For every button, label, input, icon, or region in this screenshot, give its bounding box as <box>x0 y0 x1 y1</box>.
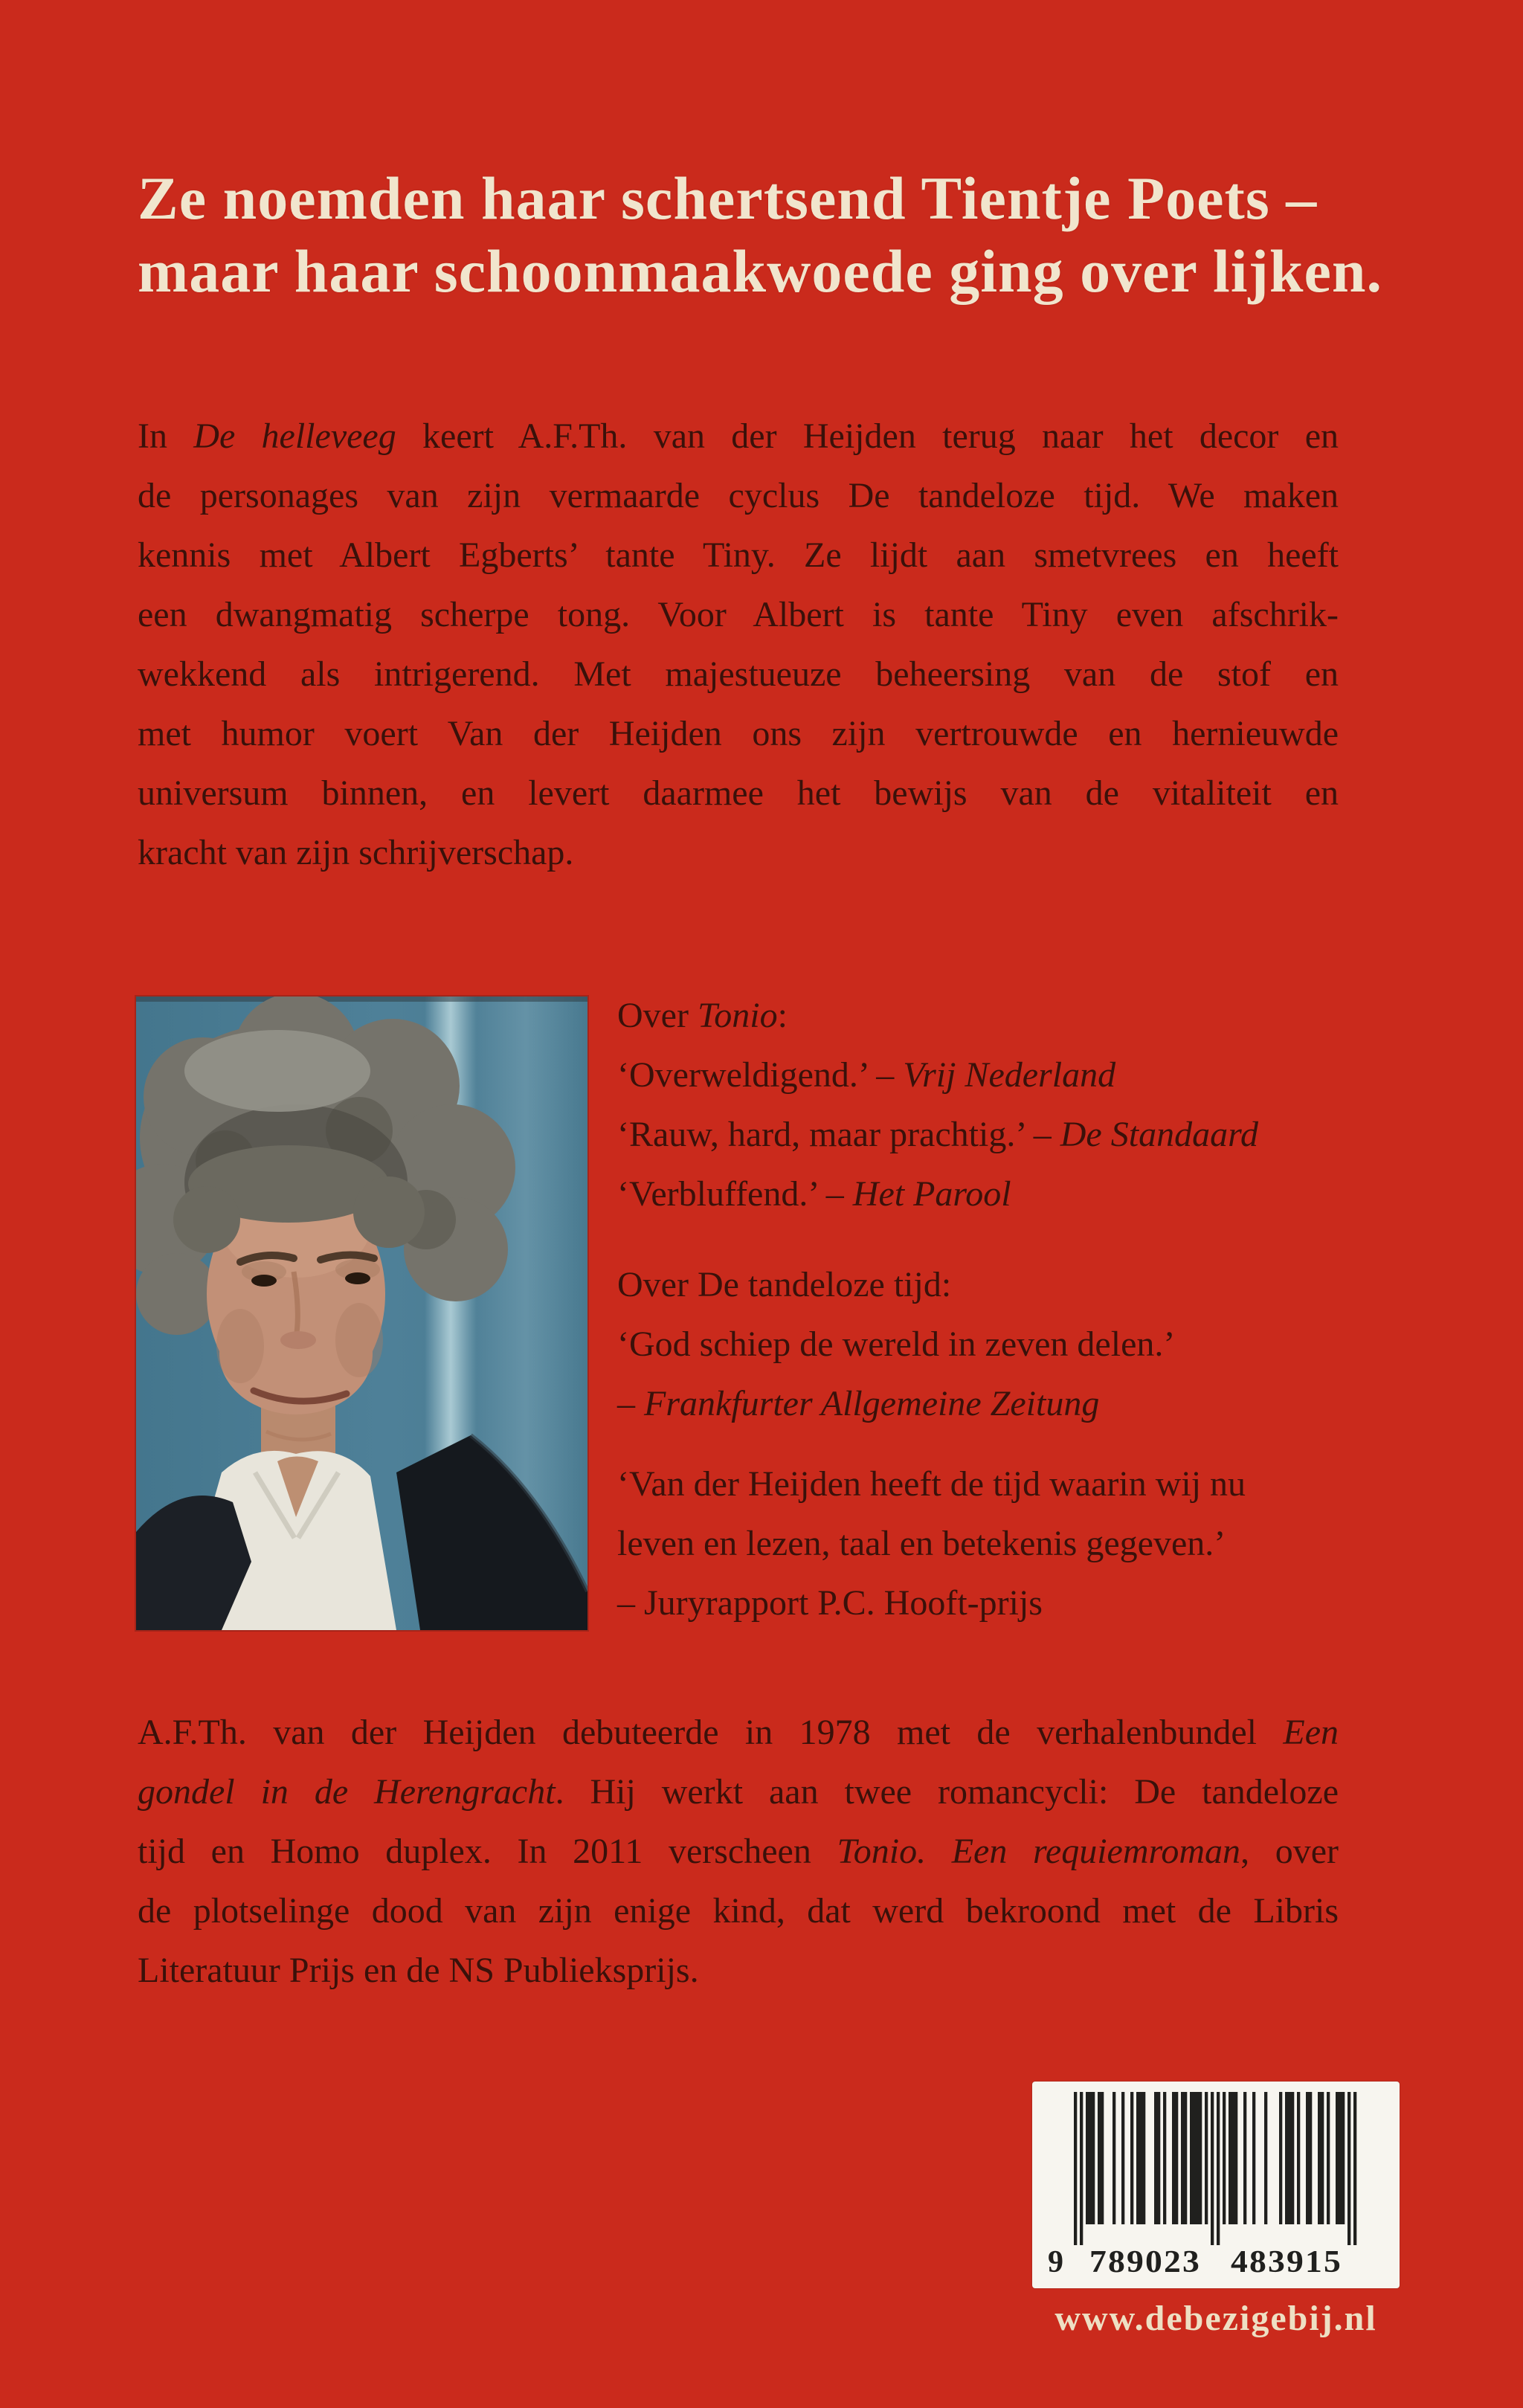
barcode-digit-9: 9 <box>1048 2245 1065 2279</box>
left-eye <box>251 1275 277 1287</box>
publisher-website-url: www.debezigebij.nl <box>1054 2299 1377 2338</box>
quotes-jury: ‘Van der Heijden heeft de tijd waarin wij nu leven en lezen, taal en betekenis gegeven.’ – Juryrapport P.C. Hooft-prijs <box>617 1464 1246 1623</box>
press-quotes <box>617 986 1465 1633</box>
barcode-digits-left: 789023 <box>1089 2245 1201 2279</box>
author-photo <box>136 997 587 1630</box>
tagline: Ze noemden haar schertsend Tientje Poets – maar haar schoonmaakwoede ging over lijken. <box>138 164 1382 305</box>
intro-paragraph: In De helleveeg keert A.F.Th. van der Heijden terug naar het decor en de personages van zijn vermaarde cyclus De tandeloze tijd. We maken kennis met Albert Egberts’ tante Tiny. Ze lijdt aan smetvrees en heeft een dwangmatig scherpe tong. Voor Albert is tante Tiny even afschrik- wekkend als intrigerend. Met majestueuze beheersing van de stof en met humor voert Van der Heijden ons zijn vertrouwde en hernieuwde universum binnen, en levert daarmee het bewijs van de vitaliteit en kracht van zijn schrijverschap. <box>138 416 1339 872</box>
author-portrait-illustration <box>136 997 587 1630</box>
barcode-svg <box>1032 2082 1400 2288</box>
barcode-digits-right: 483915 <box>1231 2245 1342 2279</box>
barcode-bars <box>1074 2092 1356 2245</box>
barcode <box>1032 2082 1400 2288</box>
photo-top-edge <box>136 997 587 1002</box>
right-eye <box>345 1272 370 1284</box>
quotes-tandeloze-tijd: Over De tandeloze tijd: ‘God schiep de wereld in zeven delen.’ – Frankfurter Allgemeine Zeitung <box>617 1265 1176 1423</box>
author-bio-paragraph: A.F.Th. van der Heijden debuteerde in 1978 met de verhalenbundel Een gondel in de Herengracht. Hij werkt aan twee romancycli: De tandeloze tijd en Homo duplex. In 2011 verscheen Tonio. Een requiemroman, over de plotselinge dood van zijn enige kind, dat werd bekroond met de Libris Literatuur Prijs en de NS Publieksprijs. <box>138 1713 1339 1990</box>
quotes-tonio: Over Tonio: ‘Overweldigend.’ – Vrij Nederland ‘Rauw, hard, maar prachtig.’ – De Standaard ‘Verbluffend.’ – Het Parool <box>617 996 1258 1214</box>
